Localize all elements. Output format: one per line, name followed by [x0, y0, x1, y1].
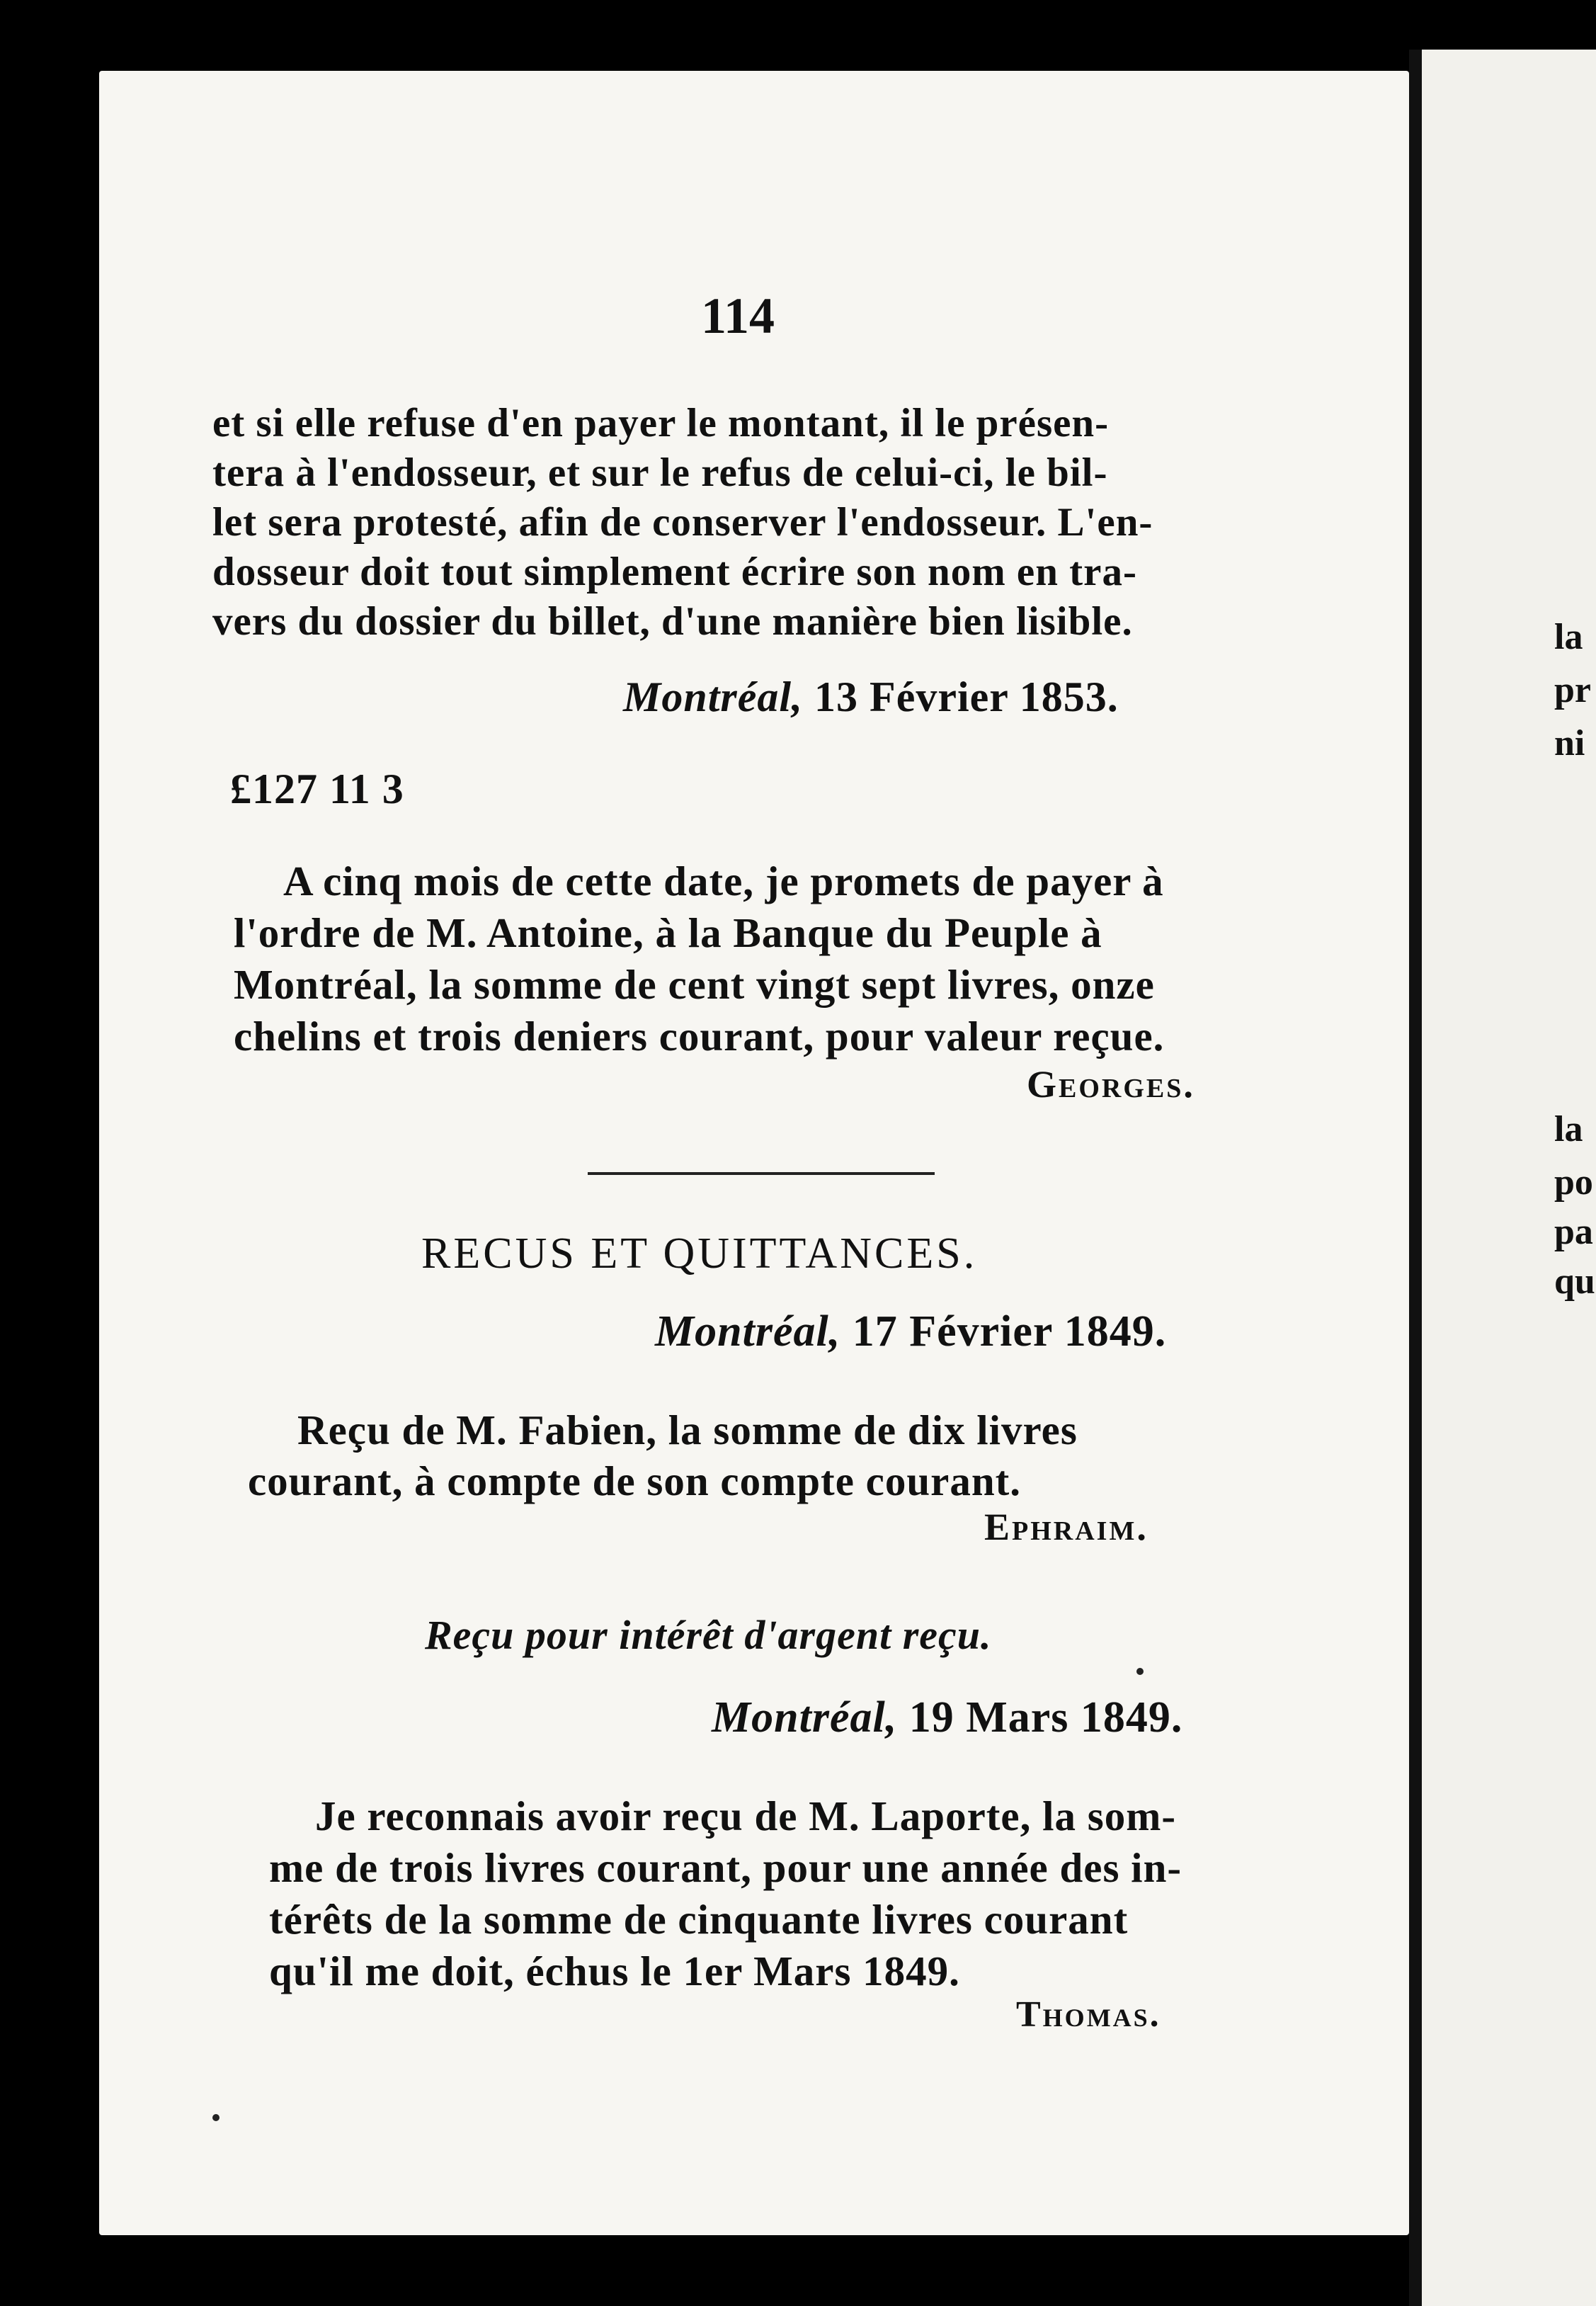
section-heading: RECUS ET QUITTANCES. — [421, 1229, 978, 1278]
paragraph-line: tera à l'endosseur, et sur le refus de celui-ci, le bil- — [212, 450, 1108, 495]
adjacent-fragment: la — [1554, 617, 1583, 657]
receipt1-line: Reçu de M. Fabien, la somme de dix livres — [297, 1407, 1078, 1453]
note-date-place: Montréal, — [623, 674, 804, 720]
page-number: 114 — [701, 288, 775, 344]
note-line: l'ordre de M. Antoine, à la Banque du Peuple à — [234, 909, 1102, 956]
adjacent-fragment: pa — [1554, 1212, 1593, 1252]
receipt2-title: Reçu pour intérêt d'argent reçu. — [425, 1612, 992, 1658]
paragraph-line: let sera protesté, afin de conserver l'endosseur. L'en- — [212, 500, 1153, 545]
ink-dot — [212, 2114, 220, 2121]
paragraph-line: et si elle refuse d'en payer le montant, il le présen- — [212, 401, 1110, 445]
adjacent-fragment: ni — [1554, 723, 1585, 763]
receipt2-line: me de trois livres courant, pour une année des in- — [269, 1844, 1182, 1891]
note-date: 13 Février 1853. — [814, 674, 1119, 720]
receipt2-date: 19 Mars 1849. — [908, 1693, 1183, 1742]
note-signature: Georges. — [1027, 1063, 1195, 1106]
receipt2-date-place: Montréal, — [712, 1693, 898, 1742]
paragraph-line: dosseur doit tout simplement écrire son nom en tra- — [212, 550, 1137, 594]
receipt2-line: térêts de la somme de cinquante livres courant — [269, 1896, 1129, 1943]
note-line: Montréal, la somme de cent vingt sept livres, onze — [234, 961, 1155, 1008]
adjacent-fragment: la — [1554, 1109, 1583, 1149]
adjacent-fragment: qu — [1554, 1261, 1595, 1302]
adjacent-fragment: pr — [1554, 670, 1591, 710]
note-date-line — [623, 673, 1119, 722]
receipt1-date: 17 Février 1849. — [852, 1307, 1167, 1356]
receipt2-line: Je reconnais avoir reçu de M. Laporte, la som- — [315, 1793, 1177, 1839]
receipt1-date-line — [655, 1307, 1166, 1357]
note-line: A cinq mois de cette date, je promets de payer à — [283, 858, 1164, 904]
section-divider — [588, 1172, 935, 1175]
receipt1-signature: Ephraim. — [984, 1506, 1148, 1548]
receipt2-date-line — [712, 1693, 1182, 1743]
note-line: chelins et trois deniers courant, pour valeur reçue. — [234, 1013, 1165, 1060]
receipt2-signature: Thomas. — [1016, 1994, 1161, 2035]
receipt2-line: qu'il me doit, échus le 1er Mars 1849. — [269, 1948, 960, 1994]
receipt1-date-place: Montréal, — [655, 1307, 841, 1356]
note-amount: £127 11 3 — [230, 766, 404, 812]
page-gutter — [1409, 50, 1422, 2306]
paragraph-line: vers du dossier du billet, d'une manière bien lisible. — [212, 599, 1133, 644]
receipt1-line: courant, à compte de son compte courant. — [248, 1458, 1022, 1504]
adjacent-fragment: po — [1554, 1162, 1593, 1203]
ink-dot — [1136, 1668, 1144, 1675]
